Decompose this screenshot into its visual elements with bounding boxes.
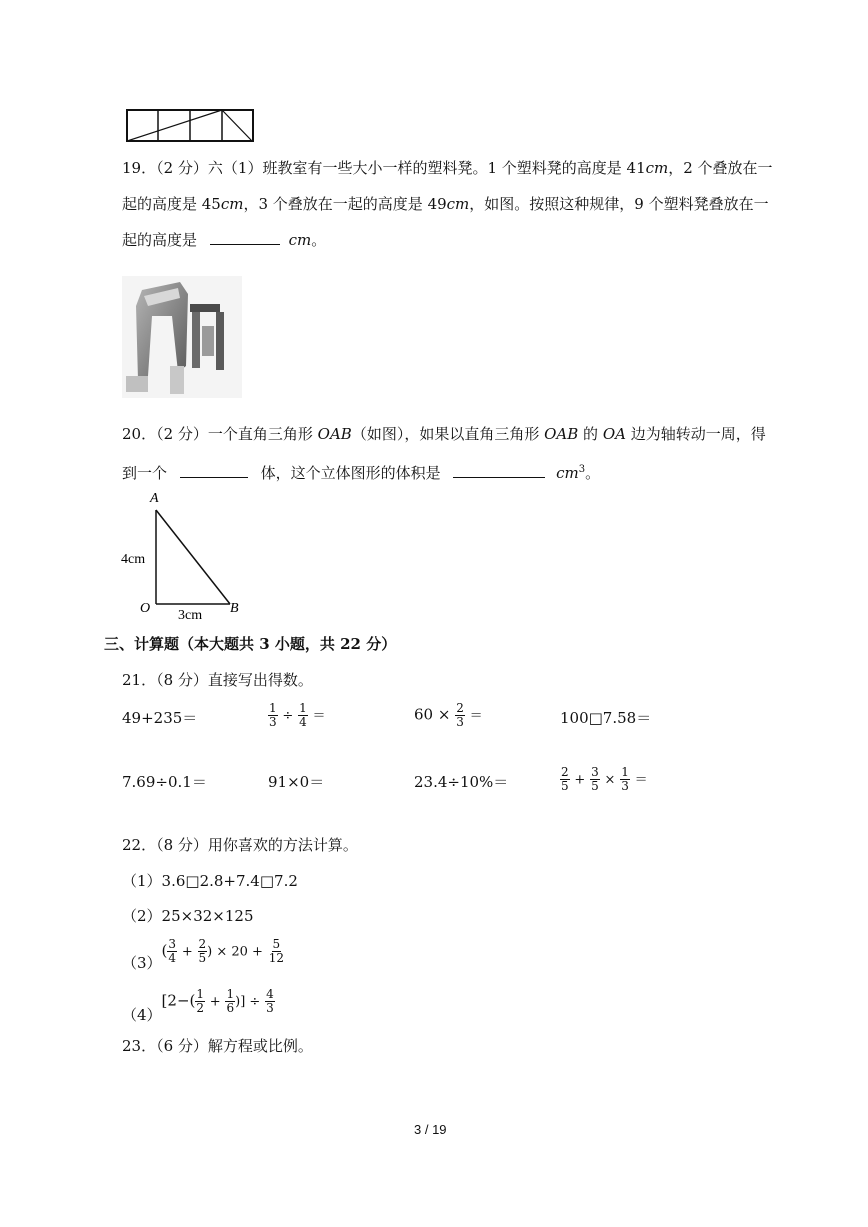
label-a: A (150, 491, 159, 506)
label-side-oa: 4cm (121, 552, 146, 567)
expr-1: 49+235＝ (122, 709, 198, 727)
label-side-ob: 3cm (178, 608, 203, 623)
expr-2: $\frac{1}{3}$ ÷ $\frac{1}{4}$ ＝ (269, 701, 326, 729)
answer-blank-volume[interactable] (453, 463, 545, 478)
expr-6: 91×0＝ (268, 773, 325, 791)
answer-blank[interactable] (210, 230, 280, 245)
stacked-stools-image (122, 276, 242, 398)
expr-3: 60 × $\frac{2}{3}$ ＝ (414, 701, 483, 729)
expr-8: $\frac{2}{5}$ + $\frac{3}{5}$ × $\frac{1}{3}$ ＝ (561, 765, 648, 793)
label-b: B (230, 601, 239, 616)
q21-stem: 21．（8 分）直接写出得数。 (122, 671, 313, 689)
q20-line1: 20．（2 分）一个直角三角形 OAB（如图），如果以直角三角形 OAB 的 OA 边为轴转动一周，得 (122, 425, 766, 443)
q23-stem: 23．（6 分）解方程或比例。 (122, 1037, 313, 1055)
expr-7: 23.4÷10%＝ (414, 773, 509, 791)
q20-line2: 到一个 体，这个立体图形的体积是 $cm^3$。 (122, 464, 601, 482)
page-number: 3 / 19 (414, 1122, 447, 1137)
section-heading: 三、计算题（本大题共 3 小题，共 22 分） (104, 635, 397, 653)
q22-part-4: （4）[2−( $\frac{1}{2}$ + $\frac{1}{6}$ )] ÷ $\frac{4}{3}$ (122, 987, 274, 1024)
q22-part-3: （3）( $\frac{3}{4}$ + $\frac{2}{5}$ ) × 20 + $\frac{5}{12}$ (122, 937, 285, 972)
q22-stem: 22．（8 分）用你喜欢的方法计算。 (122, 836, 358, 854)
grid-figure (126, 108, 256, 144)
q19-line3: 起的高度是 cm。 (122, 231, 327, 249)
label-o: O (140, 601, 151, 616)
q22-part-1: （1）3.6□2.8+7.4□7.2 (122, 872, 298, 890)
q19-line2: 起的高度是 45cm，3 个叠放在一起的高度是 49cm，如图。按照这种规律，9 个塑料凳叠放在一 (122, 195, 769, 213)
expr-5: 7.69÷0.1＝ (122, 773, 207, 791)
q22-part-2: （2）25×32×125 (122, 907, 254, 925)
triangle-oab-figure (118, 486, 258, 624)
answer-blank-shape[interactable] (180, 463, 248, 478)
expr-4: 100□7.58＝ (560, 709, 652, 727)
q19-line1: 19．（2 分）六（1）班教室有一些大小一样的塑料凳。1 个塑料凳的高度是 41cm，2 个叠放在一 (122, 159, 773, 177)
